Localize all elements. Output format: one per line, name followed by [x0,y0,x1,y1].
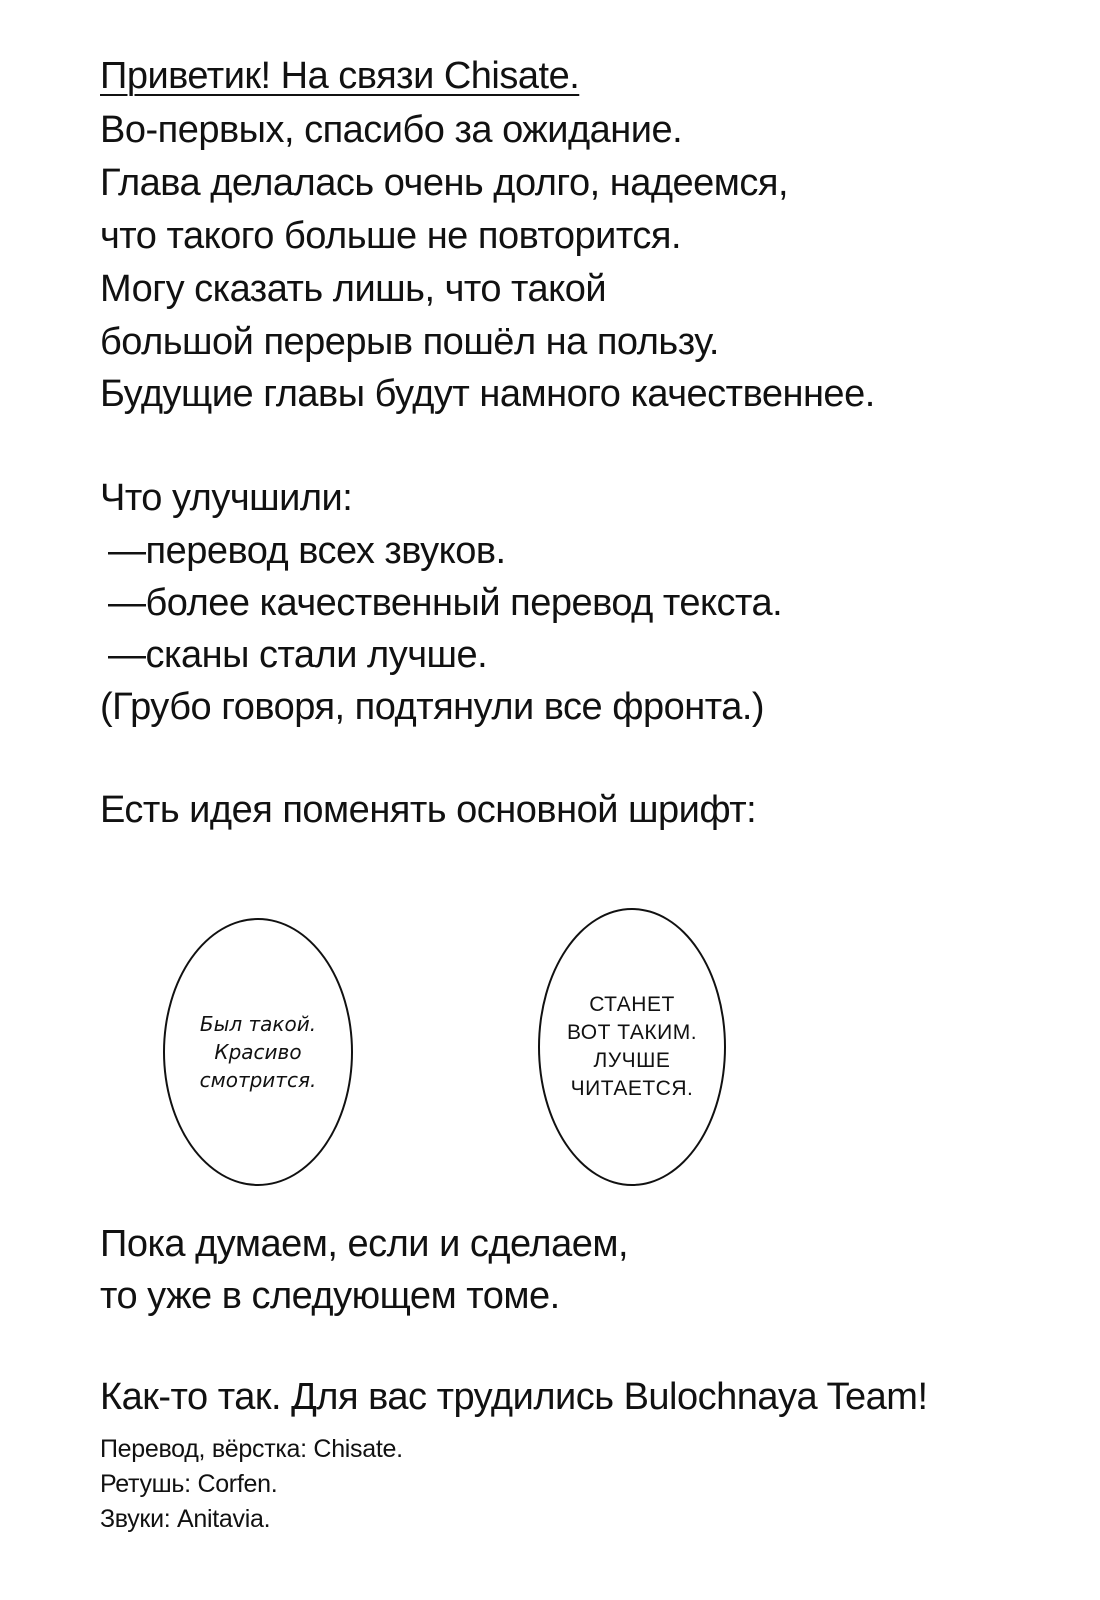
credit-sounds: Звуки: Anitavia. [100,1505,271,1533]
outro-line: Пока думаем, если и сделаем, [100,1223,629,1265]
credit-retouch: Ретушь: Corfen. [100,1470,278,1498]
credit-translation: Перевод, вёрстка: Chisate. [100,1435,403,1463]
intro-line: Во-первых, спасибо за ожидание. [100,109,683,151]
intro-line: Могу сказать лишь, что такой [100,268,607,310]
intro-line: большой перерыв пошёл на пользу. [100,321,719,363]
new-font-bubble [538,908,726,1186]
page-title: Приветик! На связи Chisate. [100,55,580,97]
old-font-sample: Был такой. Красиво смотрится. [199,1012,317,1092]
font-idea-text: Есть идея поменять основной шрифт: [100,789,757,831]
new-font-sample: СТАНЕТ ВОТ ТАКИМ. ЛУЧШЕ ЧИТАЕТСЯ. [566,993,698,1100]
signoff: Как-то так. Для вас трудились Bulochnaya Team! [100,1376,928,1418]
improvements-note: (Грубо говоря, подтянули все фронта.) [100,686,765,728]
intro-line: что такого больше не повторится. [100,215,682,257]
outro-line: то уже в следующем томе. [100,1275,560,1317]
old-font-bubble [163,918,353,1186]
improvement-item: —более качественный перевод текста. [108,582,783,624]
improvement-item: —сканы стали лучше. [108,634,488,676]
improvement-item: —перевод всех звуков. [108,530,506,572]
improvements-heading: Что улучшили: [100,477,353,519]
intro-line: Будущие главы будут намного качественнее. [100,373,875,415]
intro-line: Глава делалась очень долго, надеемся, [100,162,789,204]
